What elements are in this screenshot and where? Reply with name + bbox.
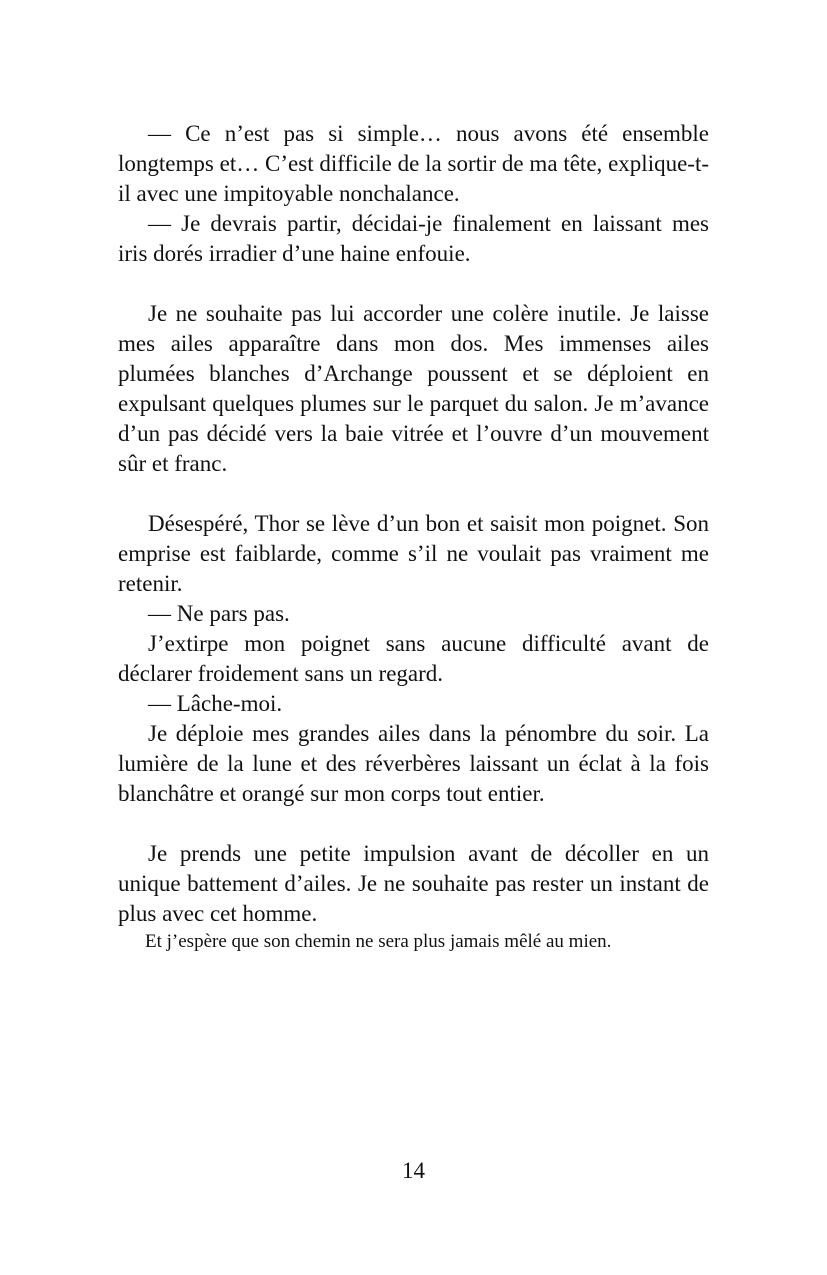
- page-number: 14: [402, 1158, 425, 1183]
- paragraph: Désespéré, Thor se lève d’un bon et saisit mon poignet. Son emprise est faiblarde, comme s’il ne voulait pas vraiment me retenir.: [118, 511, 709, 596]
- narrative-section-2: [118, 299, 709, 479]
- paragraph: — Je devrais partir, décidai-je finalement en laissant mes iris dorés irradier d’une haine enfouie.: [118, 211, 709, 266]
- paragraph: — Lâche-moi.: [148, 691, 283, 716]
- paragraph: — Ce n’est pas si simple… nous avons été ensemble longtemps et… C’est difficile de la sortir de ma tête, explique-t-il avec une impitoyable nonchalance.: [118, 121, 709, 206]
- closing-sentence: Et j’espère que son chemin ne sera plus jamais mêlé au mien.: [145, 931, 612, 952]
- paragraph: Je prends une petite impulsion avant de décoller en un unique battement d’ailes. Je ne souhaite pas rester un instant de plus avec cet homme.: [118, 841, 709, 926]
- dialogue-section-1: [118, 119, 709, 269]
- paragraph: Je ne souhaite pas lui accorder une colère inutile. Je laisse mes ailes apparaître dans mon dos. Mes immenses ailes plumées blanches d’Archange poussent et se déploient en expulsant quelques plumes sur le parquet du salon. Je m’avance d’un pas décidé vers la baie vitrée et l’ouvre d’un mouvement sûr et franc.: [118, 301, 709, 476]
- narrative-section-4: [118, 839, 709, 955]
- narrative-section-3: [118, 509, 709, 809]
- paragraph: Je déploie mes grandes ailes dans la pénombre du soir. La lumière de la lune et des réverbères laissant un éclat à la fois blanchâtre et orangé sur mon corps tout entier.: [118, 721, 709, 806]
- paragraph: J’extirpe mon poignet sans aucune difficulté avant de déclarer froidement sans un regard.: [118, 631, 709, 686]
- paragraph: — Ne pars pas.: [148, 601, 290, 626]
